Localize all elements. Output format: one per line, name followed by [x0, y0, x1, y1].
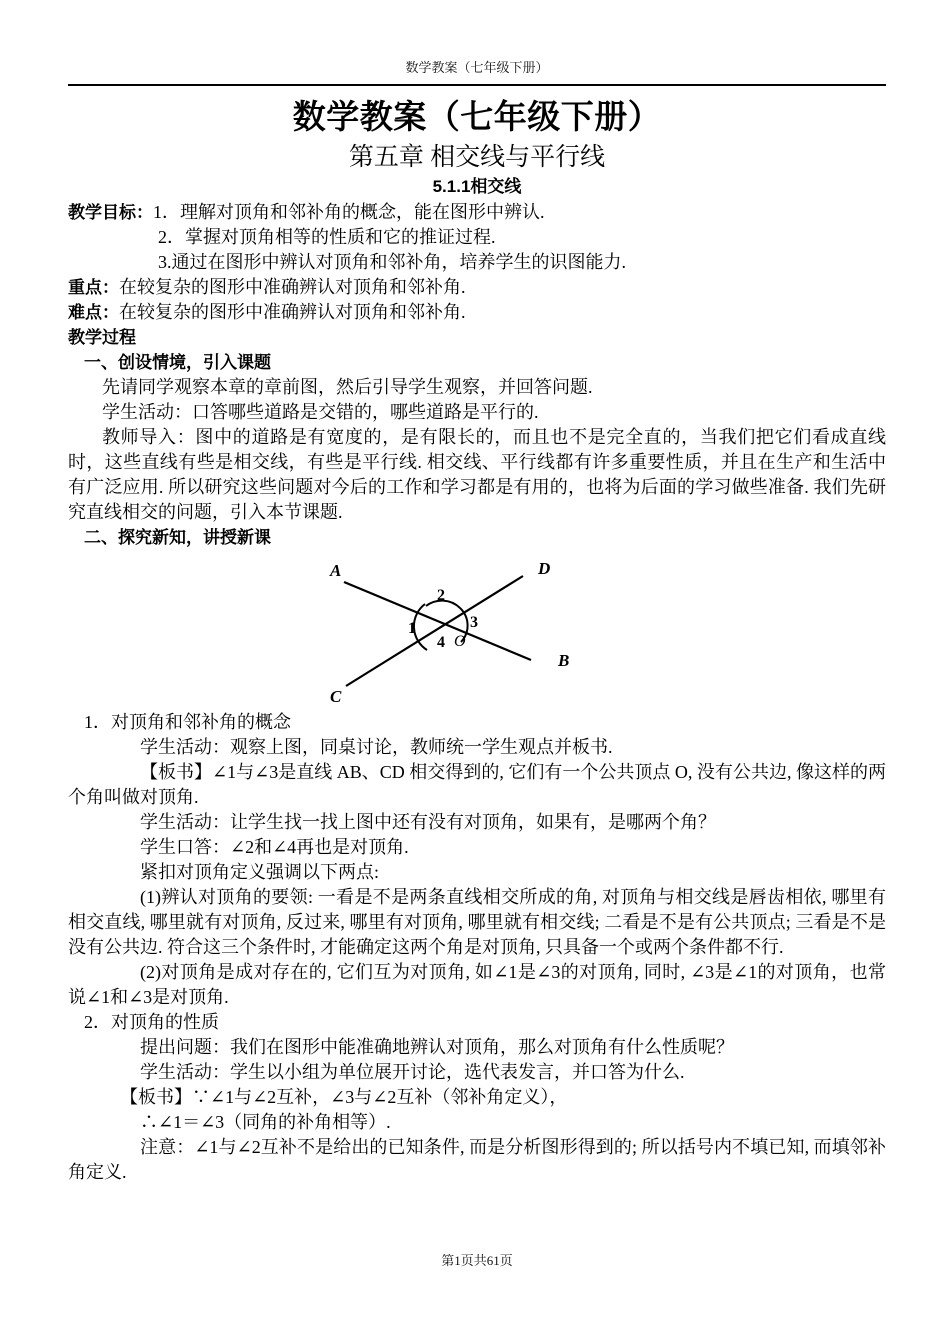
intersecting-lines-figure — [68, 556, 886, 706]
objectives-item-2: 2．掌握对顶角相等的性质和它的推证过程. — [158, 227, 496, 247]
angle-label-4: 4 — [437, 634, 445, 651]
process-heading: 教学过程 — [68, 328, 136, 347]
page-title: 数学教案（七年级下册） — [292, 100, 662, 136]
section-one-heading: 一、创设情境，引入课题 — [84, 353, 271, 372]
header-divider-rule — [68, 84, 886, 86]
section-two-heading: 二、探究新知，讲授新课 — [84, 528, 271, 547]
part1-heading: 1．对顶角和邻补角的概念 — [84, 712, 291, 732]
label-c: C — [330, 687, 342, 706]
objectives-label: 教学目标： — [68, 203, 153, 222]
difficulty-text: 在较复杂的图形中准确辨认对顶角和邻补角. — [119, 302, 466, 322]
angle-label-1: 1 — [408, 620, 416, 637]
part1-line-1: 学生活动：观察上图，同桌讨论，教师统一学生观点并板书. — [140, 737, 613, 757]
part1-line-7: (2)对顶角是成对存在的, 它们互为对顶角, 如∠1是∠3的对顶角, 同时, ∠3是∠1的对顶角，也常说∠1和∠3是对顶角. — [68, 962, 886, 1007]
part2-line-5: 注意：∠1与∠2互补不是给出的已知条件, 而是分析图形得到的; 所以括号内不填已知, 而填邻补角定义. — [68, 1137, 886, 1182]
part2-heading: 2．对顶角的性质 — [84, 1012, 219, 1032]
geometry-diagram-svg — [320, 556, 620, 706]
running-header: 数学教案（七年级下册） — [405, 60, 549, 75]
difficulty-label: 难点： — [68, 303, 119, 322]
line-cd — [346, 576, 523, 686]
objectives-item-3: 3.通过在图形中辨认对顶角和邻补角，培养学生的识图能力. — [158, 252, 626, 272]
section-title: 5.1.1相交线 — [432, 177, 522, 196]
document-content — [68, 96, 886, 1185]
label-b: B — [558, 651, 570, 670]
angle-label-3: 3 — [470, 614, 478, 631]
label-o: O — [454, 633, 466, 650]
focus-text: 在较复杂的图形中准确辨认对顶角和邻补角. — [119, 277, 466, 297]
objectives-row-2 — [68, 225, 886, 250]
difficulty-row — [68, 300, 886, 325]
angle-label-2: 2 — [437, 587, 445, 604]
part1-line-4: 学生口答：∠2和∠4再也是对顶角. — [140, 837, 409, 857]
chapter-title: 第五章 相交线与平行线 — [348, 144, 606, 171]
label-d: D — [538, 559, 551, 578]
label-a: A — [330, 561, 342, 580]
focus-row — [68, 275, 886, 300]
part1-line-2: 【板书】∠1与∠3是直线 AB、CD 相交得到的, 它们有一个公共顶点 O, 没有公共边, 像这样的两个角叫做对顶角. — [68, 762, 886, 807]
focus-label: 重点： — [68, 278, 119, 297]
part2-line-3: 【板书】∵∠1与∠2互补，∠3与∠2互补（邻补角定义）， — [120, 1087, 568, 1107]
page-footer: 第1页共61页 — [441, 1253, 513, 1268]
part2-line-2: 学生活动：学生以小组为单位展开讨论，选代表发言，并口答为什么. — [140, 1062, 685, 1082]
part1-line-3: 学生活动：让学生找一找上图中还有没有对顶角，如果有，是哪两个角？ — [140, 812, 716, 832]
part2-line-4: ∴∠1＝∠3（同角的补角相等）. — [140, 1112, 391, 1132]
intro-paragraph-3: 教师导入：图中的道路是有宽度的，是有限长的，而且也不是完全直的，当我们把它们看成直线时，这些直线有些是相交线，有些是平行线. 相交线、平行线都有许多重要性质，并且在生产和生活中有广泛应用. 所以研究这些问题对今后的工作和学习都是有用的，也将为后面的学习做些准备. 我们先研究直线相交的问题，引入本节课题. — [68, 427, 886, 522]
intro-paragraph-2: 学生活动：口答哪些道路是交错的，哪些道路是平行的. — [102, 402, 539, 422]
part1-line-6: (1)辨认对顶角的要领: 一看是不是两条直线相交所成的角, 对顶角与相交线是唇齿相依, 哪里有相交直线, 哪里就有对顶角, 反过来, 哪里有对顶角, 哪里就有相交线; 二看是不是有公共顶点; 三看是不是没有公共边. 符合这三个条件时, 才能确定这两个角是对顶角, 只具备一个或两个条件都不行. — [68, 887, 886, 957]
objectives-item-1: 1．理解对顶角和邻补角的概念，能在图形中辨认. — [153, 202, 545, 222]
objectives-row-3 — [68, 250, 886, 275]
objectives-row-1 — [68, 200, 886, 225]
intro-paragraph-1: 先请同学观察本章的章前图，然后引导学生观察，并回答问题. — [102, 377, 593, 397]
part1-line-5: 紧扣对顶角定义强调以下两点: — [140, 862, 379, 882]
part2-line-1: 提出问题：我们在图形中能准确地辨认对顶角，那么对顶角有什么性质呢？ — [140, 1037, 734, 1057]
